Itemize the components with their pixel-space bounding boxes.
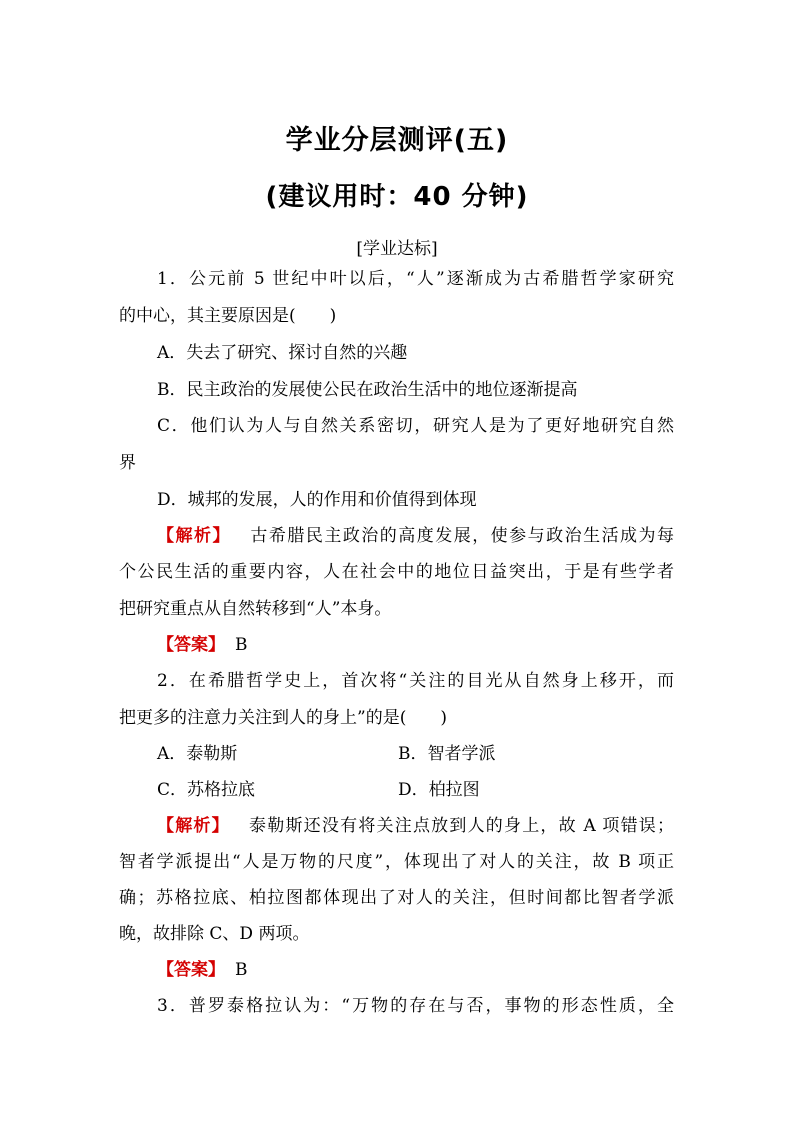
q1-answer-value: B xyxy=(235,635,248,655)
q1-option-d: D．城邦的发展，人的作用和价值得到体现 xyxy=(157,490,477,510)
q2-analysis-line1 xyxy=(157,815,674,837)
q1-answer-tag: 【答案】 xyxy=(157,635,225,655)
q2-analysis-line2: 智者学派提出“人是万物的尺度”，体现出了对人的关注，故 B 项正 xyxy=(119,852,674,872)
section-heading: [学业达标] xyxy=(356,239,438,259)
q1-stem-line1: 1．公元前 5 世纪中叶以后，“人”逐渐成为古希腊哲学家研究 xyxy=(157,269,674,289)
q1-analysis-tag: 【解析】 xyxy=(157,526,231,546)
q2-analysis-tag: 【解析】 xyxy=(157,816,230,836)
page-subtitle: (建议用时：40 分钟) xyxy=(265,182,529,212)
q2-option-c: C．苏格拉底 xyxy=(157,780,256,800)
q2-option-a: A．泰勒斯 xyxy=(157,744,238,764)
q1-option-a: A．失去了研究、探讨自然的兴趣 xyxy=(157,343,408,363)
q2-analysis-line4: 晚，故排除 C、D 两项。 xyxy=(119,924,310,944)
q1-option-c-line1: C．他们认为人与自然关系密切，研究人是为了更好地研究自然 xyxy=(157,416,674,436)
q2-stem-line2: 把更多的注意力关注到人的身上”的是( ) xyxy=(119,708,447,728)
q2-stem-line1: 2．在希腊哲学史上，首次将“关注的目光从自然身上移开，而 xyxy=(157,671,674,691)
q2-answer-line xyxy=(157,959,248,981)
q1-analysis-text1: 古希腊民主政治的高度发展，使参与政治生活成为每 xyxy=(248,526,675,546)
q2-option-b: B．智者学派 xyxy=(398,744,496,764)
q1-analysis-line3: 把研究重点从自然转移到“人”本身。 xyxy=(119,599,392,619)
q2-answer-value: B xyxy=(235,960,248,980)
q1-option-c-line2: 界 xyxy=(119,453,136,473)
q1-analysis-line1 xyxy=(157,525,674,547)
q3-stem-line1: 3．普罗泰格拉认为：“万物的存在与否，事物的形态性质，全 xyxy=(157,996,674,1016)
q2-answer-tag: 【答案】 xyxy=(157,960,225,980)
q1-answer-line xyxy=(157,634,248,656)
q1-stem-line2: 的中心，其主要原因是( ) xyxy=(119,306,337,326)
q2-analysis-line3: 确；苏格拉底、柏拉图都体现出了对人的关注，但时间都比智者学派 xyxy=(119,888,674,908)
q1-option-b: B．民主政治的发展使公民在政治生活中的地位逐渐提高 xyxy=(157,380,578,400)
page-title: 学业分层测评(五) xyxy=(285,125,509,156)
q1-analysis-line2: 个公民生活的重要内容，人在社会中的地位日益突出，于是有些学者 xyxy=(119,562,674,582)
q2-option-d: D．柏拉图 xyxy=(398,780,480,800)
q2-analysis-text1: 泰勒斯还没有将关注点放到人的身上，故 A 项错误； xyxy=(247,816,674,836)
